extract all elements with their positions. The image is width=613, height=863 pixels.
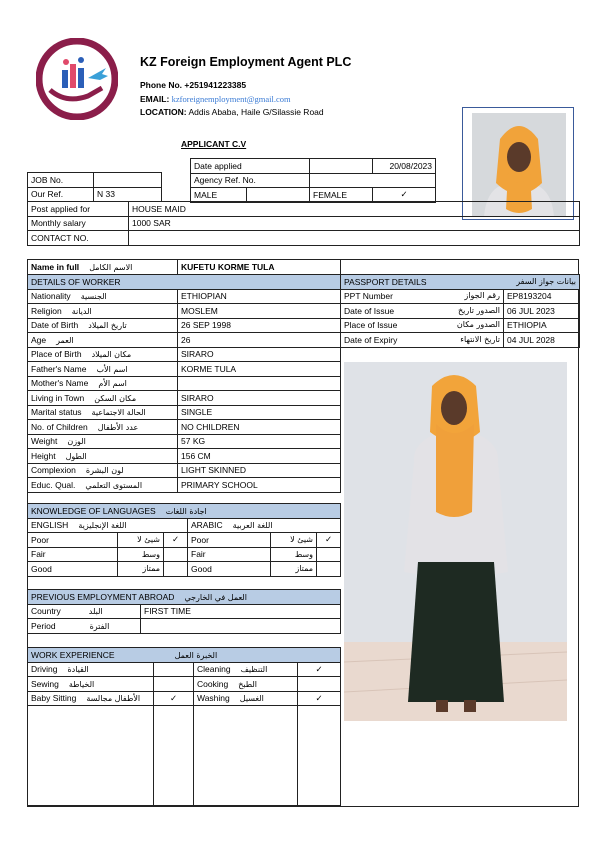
eng-level-ar: شيئ لا [118, 533, 164, 548]
previous-table [27, 589, 341, 634]
details-label-ar: اسم الأب [96, 364, 128, 374]
period-label: Period [31, 620, 56, 631]
experience-tick: ✓ [154, 691, 194, 706]
details-header-row [28, 275, 341, 290]
experience-skill-ar: الطبخ [238, 679, 257, 689]
our-ref-row [28, 187, 162, 202]
details-label-cell [28, 333, 178, 348]
details-value: MOSLEM [178, 304, 341, 319]
details-value: 156 CM [178, 449, 341, 464]
phone-value: +251941223385 [184, 80, 247, 90]
experience-skill-cell [28, 662, 154, 677]
details-label: Marital status [31, 407, 82, 418]
language-level-row [28, 547, 341, 562]
date-applied-value: 20/08/2023 [373, 159, 436, 174]
company-email [140, 94, 291, 104]
experience-skill: Sewing [31, 678, 59, 689]
contact-value [129, 231, 580, 246]
country-label: Country [31, 606, 61, 617]
details-label-cell [28, 376, 178, 391]
period-row [28, 619, 341, 634]
details-row [28, 478, 341, 493]
passport-header-ar: بيانات جواز السفر [516, 276, 577, 286]
arb-level-ar: ممتاز [271, 562, 317, 577]
details-label-cell [28, 478, 178, 493]
experience-header: WORK EXPERIENCE [31, 649, 115, 660]
details-row [28, 318, 341, 333]
details-label-cell [28, 318, 178, 333]
passport-header-row [341, 275, 580, 290]
company-name: KZ Foreign Employment Agent PLC [140, 55, 352, 69]
details-row [28, 289, 341, 304]
salary-row [28, 216, 580, 231]
our-ref-value: N 33 [94, 187, 162, 202]
details-value: 26 [178, 333, 341, 348]
details-value: PRIMARY SCHOOL [178, 478, 341, 493]
details-label-cell [28, 362, 178, 377]
passport-table [340, 274, 580, 348]
eng-level-tick [164, 562, 188, 577]
arb-level-tick [317, 562, 341, 577]
arb-level-tick [317, 547, 341, 562]
passport-value: 04 JUL 2028 [504, 333, 580, 348]
contact-row [28, 231, 580, 246]
job-no-value [94, 173, 162, 188]
top-left-table [27, 172, 162, 202]
languages-header-ar: اجادة اللغات [165, 506, 207, 516]
our-ref-label: Our Ref. [28, 187, 94, 202]
experience-skill-ar: القيادة [67, 665, 89, 675]
experience-skill-cell [194, 691, 298, 706]
experience-header-ar: الخبرة العمل [174, 650, 218, 660]
doc-title: APPLICANT C.V [181, 139, 247, 149]
details-label-cell [28, 347, 178, 362]
passport-label-ar: رقم الجواز [464, 291, 500, 301]
experience-tick [154, 662, 194, 677]
details-label-ar: اسم الأم [98, 379, 127, 389]
details-label-cell [28, 391, 178, 406]
details-label: No. of Children [31, 421, 88, 432]
details-label-cell [28, 434, 178, 449]
details-label-ar: مكان الميلاد [91, 350, 132, 360]
male-label: MALE [191, 188, 247, 203]
agency-ref-row [191, 173, 436, 188]
passport-label: Place of Issue [344, 320, 398, 331]
passport-label-cell [341, 333, 504, 348]
details-label: Religion [31, 305, 62, 316]
name-row [28, 260, 341, 275]
experience-skill-cell [194, 662, 298, 677]
details-value [178, 376, 341, 391]
passport-row [341, 333, 580, 348]
previous-header-row [28, 590, 341, 605]
female-label: FEMALE [310, 188, 373, 203]
arabic-label: ARABIC [191, 520, 223, 531]
details-label: Living in Town [31, 392, 85, 403]
details-label-cell [28, 449, 178, 464]
details-value: 57 KG [178, 434, 341, 449]
experience-row [28, 662, 341, 677]
english-label-ar: اللغة الإنجليزية [78, 521, 127, 531]
name-label-ar: الاسم الكامل [89, 262, 133, 272]
details-value: NO CHILDREN [178, 420, 341, 435]
passport-label-ar: تاريخ الانتهاء [460, 334, 500, 344]
date-applied-blank [310, 159, 373, 174]
details-row [28, 362, 341, 377]
arb-level-ar: وسط [271, 547, 317, 562]
details-label: Weight [31, 436, 58, 447]
experience-skill: Cleaning [197, 664, 231, 675]
language-level-row [28, 533, 341, 548]
details-label-ar: تاريخ الميلاد [88, 321, 127, 331]
experience-skill: Baby Sitting [31, 693, 77, 704]
details-row [28, 420, 341, 435]
agency-ref-label: Agency Ref. No. [191, 173, 310, 188]
details-row [28, 463, 341, 478]
country-label-ar: البلد [88, 607, 103, 617]
details-value: SIRARO [178, 391, 341, 406]
languages-header-row [28, 504, 341, 519]
gender-row [191, 188, 436, 203]
experience-tick: ✓ [298, 691, 341, 706]
languages-header: KNOWLEDGE OF LANGUAGES [31, 505, 156, 516]
details-label-ar: الديانة [71, 306, 92, 316]
email-label: EMAIL: [140, 94, 170, 104]
experience-skill: Driving [31, 664, 58, 675]
eng-level-tick [164, 547, 188, 562]
previous-header-ar: العمل في الخارجي [184, 592, 247, 602]
location-label: LOCATION: [140, 107, 187, 117]
arb-level-tick: ✓ [317, 533, 341, 548]
details-label-ar: الحالة الاجتماعية [91, 408, 146, 418]
details-label-cell [28, 420, 178, 435]
experience-tick [154, 677, 194, 692]
experience-tick: ✓ [298, 662, 341, 677]
eng-level-label: Good [28, 562, 118, 577]
passport-label: PPT Number [344, 291, 393, 302]
company-phone [140, 80, 246, 90]
details-label-ar: لون البشرة [85, 466, 124, 476]
details-label-cell [28, 304, 178, 319]
date-applied-label: Date applied [191, 159, 310, 174]
date-applied-row [191, 159, 436, 174]
company-logo [36, 38, 118, 120]
experience-blank-row [28, 706, 341, 806]
details-table [27, 274, 341, 493]
email-value[interactable]: kzforeignemployment@gmail.com [171, 94, 291, 104]
previous-header: PREVIOUS EMPLOYMENT ABROAD [31, 591, 175, 602]
country-value: FIRST TIME [141, 604, 341, 619]
details-value: ETHIOPIAN [178, 289, 341, 304]
details-label-ar: الطول [65, 451, 87, 461]
language-level-row [28, 562, 341, 577]
details-label-cell [28, 463, 178, 478]
english-label: ENGLISH [31, 520, 69, 531]
passport-value: ETHIOPIA [504, 318, 580, 333]
details-row [28, 333, 341, 348]
eng-level-ar: وسط [118, 547, 164, 562]
details-label: Age [31, 334, 47, 345]
details-label-ar: المستوى التعلمي [85, 480, 143, 490]
name-label: Name in full [31, 261, 80, 272]
details-value: 26 SEP 1998 [178, 318, 341, 333]
location-value: Addis Ababa, Haile G/Silassie Road [188, 107, 324, 117]
experience-skill-ar: الأطفال مجالسة [86, 694, 141, 704]
passport-row [341, 318, 580, 333]
arb-level-label: Fair [188, 547, 271, 562]
languages-table [27, 503, 341, 577]
eng-level-label: Poor [28, 533, 118, 548]
phone-label: Phone No. [140, 80, 183, 90]
details-value: SIRARO [178, 347, 341, 362]
details-header: DETAILS OF WORKER [28, 275, 341, 290]
experience-skill-cell [28, 691, 154, 706]
period-label-ar: الفترة [89, 621, 110, 631]
passport-label: Date of Expiry [344, 334, 398, 345]
job-no-label: JOB No. [28, 173, 94, 188]
details-label: Complexion [31, 465, 76, 476]
experience-skill-ar: الخياطة [68, 679, 95, 689]
details-label: Height [31, 450, 56, 461]
name-table [27, 259, 341, 275]
company-location [140, 107, 324, 117]
experience-table [27, 647, 341, 806]
eng-level-ar: ممتاز [118, 562, 164, 577]
languages-names-row [28, 518, 341, 533]
agency-ref-value [310, 173, 436, 188]
details-label-ar: عدد الأطفال [97, 422, 139, 432]
details-label-ar: الجنسية [80, 292, 107, 302]
experience-row [28, 677, 341, 692]
experience-tick [298, 677, 341, 692]
details-label-cell [28, 289, 178, 304]
details-row [28, 434, 341, 449]
passport-label: Date of Issue [344, 305, 395, 316]
eng-level-tick: ✓ [164, 533, 188, 548]
experience-skill: Washing [197, 693, 230, 704]
details-label-cell [28, 405, 178, 420]
passport-label-ar: الصدور مكان [456, 320, 500, 330]
salary-value: 1000 SAR [129, 216, 580, 231]
passport-header: PASSPORT DETAILS [344, 276, 427, 287]
details-row [28, 347, 341, 362]
details-label: Nationality [31, 291, 71, 302]
female-tick: ✓ [373, 188, 436, 203]
experience-skill-ar: الغسيل [239, 694, 264, 704]
details-value: LIGHT SKINNED [178, 463, 341, 478]
post-label: Post applied for [28, 202, 129, 217]
experience-skill: Cooking [197, 678, 229, 689]
experience-skill-cell [194, 677, 298, 692]
full-body-photo [344, 362, 567, 721]
salary-label: Monthly salary [28, 216, 129, 231]
period-value [141, 619, 341, 634]
passport-row [341, 289, 580, 304]
eng-level-label: Fair [28, 547, 118, 562]
details-row [28, 376, 341, 391]
details-value: KORME TULA [178, 362, 341, 377]
passport-label-cell [341, 304, 504, 319]
details-label: Father's Name [31, 363, 87, 374]
contact-label: CONTACT NO. [28, 231, 129, 246]
details-row [28, 405, 341, 420]
details-label: Date of Birth [31, 320, 79, 331]
name-value: KUFETU KORME TULA [178, 260, 341, 275]
male-tick [247, 188, 310, 203]
top-right-table [190, 158, 436, 203]
passport-value: 06 JUL 2023 [504, 304, 580, 319]
experience-header-row [28, 648, 341, 663]
details-row [28, 304, 341, 319]
arb-level-ar: شيئ لا [271, 533, 317, 548]
arb-level-label: Good [188, 562, 271, 577]
passport-value: EP8193204 [504, 289, 580, 304]
details-label-ar: العمر [56, 335, 74, 345]
passport-row [341, 304, 580, 319]
arabic-label-ar: اللغة العربية [232, 521, 273, 531]
passport-label-cell [341, 289, 504, 304]
details-label-ar: مكان السكن [94, 393, 137, 403]
details-label: Place of Birth [31, 349, 82, 360]
country-row [28, 604, 341, 619]
post-row [28, 202, 580, 217]
details-row [28, 449, 341, 464]
arb-level-label: Poor [188, 533, 271, 548]
job-no-row [28, 173, 162, 188]
post-value: HOUSE MAID [129, 202, 580, 217]
details-label: Educ. Qual. [31, 479, 76, 490]
details-label: Mother's Name [31, 378, 89, 389]
details-value: SINGLE [178, 405, 341, 420]
experience-row [28, 691, 341, 706]
passport-label-cell [341, 318, 504, 333]
details-label-ar: الوزن [67, 437, 86, 447]
passport-label-ar: الصدور تاريخ [458, 305, 500, 315]
post-table [27, 201, 580, 246]
details-row [28, 391, 341, 406]
experience-skill-ar: التنظيف [240, 665, 268, 675]
experience-skill-cell [28, 677, 154, 692]
